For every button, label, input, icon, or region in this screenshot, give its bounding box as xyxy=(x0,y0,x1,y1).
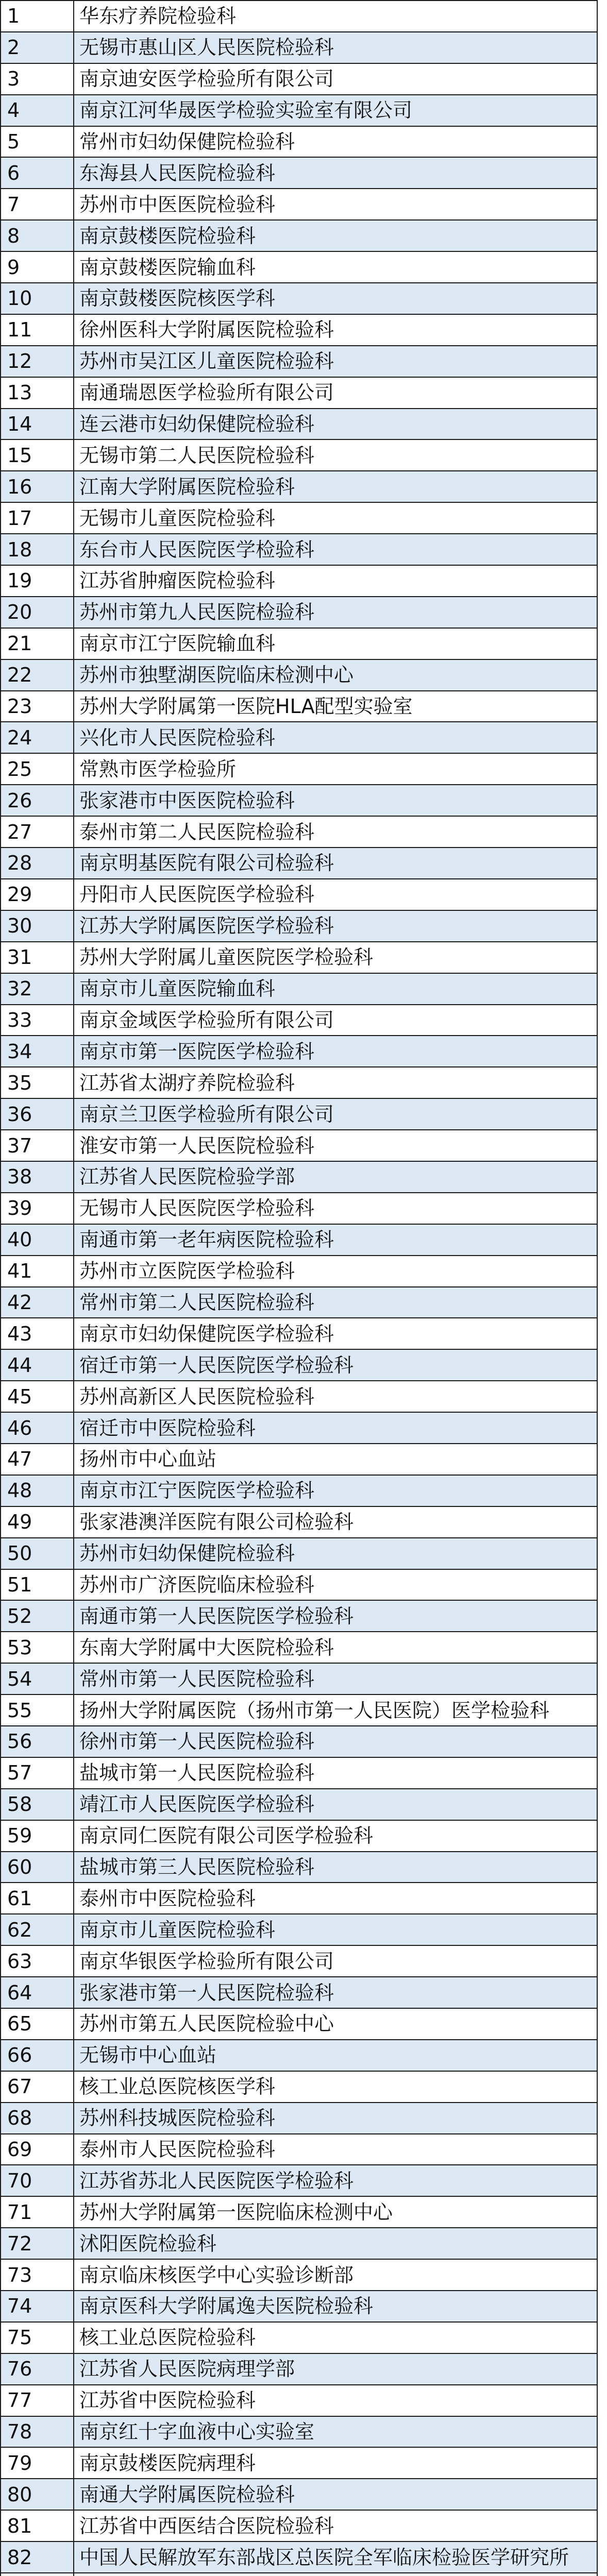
row-number: 26 xyxy=(1,785,74,816)
row-number: 7 xyxy=(1,189,74,220)
institution-name: 张家港澳洋医院有限公司检验科 xyxy=(74,1506,597,1538)
table-row xyxy=(1,2416,597,2448)
row-number: 34 xyxy=(1,1036,74,1067)
institution-name: 泰州市第二人民医院检验科 xyxy=(74,816,597,848)
table-row xyxy=(1,502,597,534)
table-row xyxy=(1,439,597,471)
institution-name: 苏州市独墅湖医院临床检测中心 xyxy=(74,659,597,691)
table-row xyxy=(1,2385,597,2416)
institution-name: 常州市第二人民医院检验科 xyxy=(74,1287,597,1318)
table-row xyxy=(1,2008,597,2040)
row-number: 21 xyxy=(1,628,74,659)
table-row xyxy=(1,2573,597,2576)
row-number: 56 xyxy=(1,1726,74,1757)
table-row xyxy=(1,1663,597,1694)
institution-name: 南京同仁医院有限公司医学检验科 xyxy=(74,1820,597,1852)
row-number: 17 xyxy=(1,502,74,534)
institution-name: 南京鼓楼医院核医学科 xyxy=(74,283,597,314)
table-row xyxy=(1,1224,597,1256)
institution-name: 兴化市人民医院检验科 xyxy=(74,722,597,753)
row-number: 2 xyxy=(1,32,74,63)
row-number: 77 xyxy=(1,2385,74,2416)
row-number: 27 xyxy=(1,816,74,848)
institution-name: 江苏省太湖疗养院检验科 xyxy=(74,1067,597,1098)
row-number: 46 xyxy=(1,1412,74,1444)
institution-name: 苏州市广济医院临床检验科 xyxy=(74,1569,597,1601)
row-number: 29 xyxy=(1,879,74,910)
table-row xyxy=(1,2259,597,2291)
institution-name: 南通瑞恩医学检验所有限公司 xyxy=(74,377,597,409)
table-row xyxy=(1,1349,597,1381)
institution-name: 南京鼓楼医院病理科 xyxy=(74,2447,597,2479)
institution-name: 丹阳市人民医院医学检验科 xyxy=(74,879,597,910)
row-number: 8 xyxy=(1,220,74,251)
table-row xyxy=(1,2291,597,2322)
row-number: 41 xyxy=(1,1256,74,1287)
row-number: 6 xyxy=(1,157,74,189)
institution-name: 南京市江宁医院输血科 xyxy=(74,628,597,659)
table-row xyxy=(1,659,597,691)
row-number: 19 xyxy=(1,565,74,597)
institution-name: 盐城市第三人民医院检验科 xyxy=(74,1852,597,1883)
table-row xyxy=(1,691,597,722)
institution-name: 苏州大学附属儿童医院医学检验科 xyxy=(74,942,597,973)
row-number: 73 xyxy=(1,2259,74,2291)
row-number: 78 xyxy=(1,2416,74,2448)
table-row xyxy=(1,1,597,32)
table-row xyxy=(1,377,597,409)
institution-name: 江苏大学附属医院医学检验科 xyxy=(74,910,597,942)
row-number: 40 xyxy=(1,1224,74,1256)
table-row xyxy=(1,95,597,126)
row-number: 24 xyxy=(1,722,74,753)
institution-name: 徐州市第一人民医院检验科 xyxy=(74,1726,597,1757)
institution-name: 南京华银医学检验所有限公司 xyxy=(74,1945,597,1977)
row-number: 14 xyxy=(1,409,74,440)
row-number: 76 xyxy=(1,2353,74,2385)
institution-name: 东台市人民医院医学检验科 xyxy=(74,534,597,565)
table-row xyxy=(1,785,597,816)
row-number: 30 xyxy=(1,910,74,942)
institution-name: 南京迪安医学检验所有限公司 xyxy=(74,63,597,95)
table-row xyxy=(1,1444,597,1475)
row-number: 36 xyxy=(1,1098,74,1130)
table-row xyxy=(1,1130,597,1161)
institution-name: 中国人民解放军东部战区总医院全军临床检验医学研究所 xyxy=(74,2541,597,2573)
institution-name: 南京兰卫医学检验所有限公司 xyxy=(74,1098,597,1130)
row-number: 70 xyxy=(1,2165,74,2196)
row-number: 23 xyxy=(1,691,74,722)
institution-name: 沭阳医院检验科 xyxy=(74,2228,597,2259)
institution-name: 江苏省肿瘤医院检验科 xyxy=(74,565,597,597)
row-number: 57 xyxy=(1,1757,74,1789)
table-row xyxy=(1,471,597,502)
table-row xyxy=(1,1193,597,1224)
institution-name: 南京市儿童医院输血科 xyxy=(74,973,597,1005)
table-row xyxy=(1,1318,597,1349)
row-number: 69 xyxy=(1,2134,74,2165)
table-row xyxy=(1,1475,597,1506)
table-row xyxy=(1,1161,597,1193)
table-row xyxy=(1,2165,597,2196)
institution-name: 宿迁市中医院检验科 xyxy=(74,1412,597,1444)
table-row xyxy=(1,2541,597,2573)
institution-name: 南通市第一老年病医院检验科 xyxy=(74,1224,597,1256)
row-number: 28 xyxy=(1,848,74,879)
institution-name: 苏州科技城医院检验科 xyxy=(74,2103,597,2134)
institution-name: 连云港市妇幼保健院检验科 xyxy=(74,409,597,440)
table-row xyxy=(1,753,597,785)
table-row xyxy=(1,1726,597,1757)
row-number: 37 xyxy=(1,1130,74,1161)
row-number: 42 xyxy=(1,1287,74,1318)
institution-name: 苏州市立医院医学检验科 xyxy=(74,1256,597,1287)
row-number: 49 xyxy=(1,1506,74,1538)
table-row xyxy=(1,2103,597,2134)
institution-name: 徐州医科大学附属医院检验科 xyxy=(74,314,597,346)
table-row xyxy=(1,1098,597,1130)
institution-name: 南京金域医学检验所有限公司 xyxy=(74,1005,597,1036)
table-row xyxy=(1,1694,597,1726)
institution-name: 苏州市妇幼保健院检验科 xyxy=(74,1538,597,1569)
row-number: 59 xyxy=(1,1820,74,1852)
table-row xyxy=(1,63,597,95)
institution-name: 泰州市人民医院检验科 xyxy=(74,2134,597,2165)
row-number: 45 xyxy=(1,1381,74,1412)
row-number: 22 xyxy=(1,659,74,691)
row-number: 72 xyxy=(1,2228,74,2259)
table-row xyxy=(1,910,597,942)
table-row xyxy=(1,1820,597,1852)
row-number: 52 xyxy=(1,1600,74,1632)
row-number xyxy=(1,2573,74,2576)
row-number: 33 xyxy=(1,1005,74,1036)
table-row xyxy=(1,1067,597,1098)
institution-name: 南京明基医院有限公司检验科 xyxy=(74,848,597,879)
table-row xyxy=(1,2479,597,2510)
row-number: 51 xyxy=(1,1569,74,1601)
table-row xyxy=(1,1789,597,1820)
institution-name: 苏州高新区人民医院检验科 xyxy=(74,1381,597,1412)
institution-name xyxy=(74,2573,597,2576)
row-number: 48 xyxy=(1,1475,74,1506)
row-number: 16 xyxy=(1,471,74,502)
table-row xyxy=(1,1256,597,1287)
institution-name: 常州市第一人民医院检验科 xyxy=(74,1663,597,1694)
table-row xyxy=(1,942,597,973)
table-row xyxy=(1,1977,597,2008)
institution-name: 华东疗养院检验科 xyxy=(74,1,597,32)
table-row xyxy=(1,1381,597,1412)
table-row xyxy=(1,722,597,753)
table-row xyxy=(1,973,597,1005)
table-row xyxy=(1,1412,597,1444)
institution-name: 无锡市惠山区人民医院检验科 xyxy=(74,32,597,63)
row-number: 1 xyxy=(1,1,74,32)
row-number: 32 xyxy=(1,973,74,1005)
table-row xyxy=(1,157,597,189)
row-number: 75 xyxy=(1,2322,74,2353)
table-row xyxy=(1,220,597,251)
institution-name: 南京红十字血液中心实验室 xyxy=(74,2416,597,2448)
row-number: 64 xyxy=(1,1977,74,2008)
institution-name: 江苏省中医院检验科 xyxy=(74,2385,597,2416)
institution-name: 无锡市第二人民医院检验科 xyxy=(74,439,597,471)
row-number: 25 xyxy=(1,753,74,785)
institution-name: 江苏省中西医结合医院检验科 xyxy=(74,2510,597,2541)
institution-name: 南京鼓楼医院输血科 xyxy=(74,251,597,283)
row-number: 35 xyxy=(1,1067,74,1098)
table-row xyxy=(1,32,597,63)
institution-name: 南京市第一医院医学检验科 xyxy=(74,1036,597,1067)
table-row xyxy=(1,848,597,879)
institution-name: 靖江市人民医院医学检验科 xyxy=(74,1789,597,1820)
table-row xyxy=(1,1632,597,1663)
institution-name: 江苏省苏北人民医院医学检验科 xyxy=(74,2165,597,2196)
table-body xyxy=(1,1,597,2576)
institution-name: 苏州市吴江区儿童医院检验科 xyxy=(74,346,597,377)
table-row xyxy=(1,189,597,220)
institution-name: 东南大学附属中大医院检验科 xyxy=(74,1632,597,1663)
table-row xyxy=(1,1852,597,1883)
institution-name: 东海县人民医院检验科 xyxy=(74,157,597,189)
institution-name: 江苏省人民医院检验学部 xyxy=(74,1161,597,1193)
row-number: 43 xyxy=(1,1318,74,1349)
table-row xyxy=(1,283,597,314)
institution-name: 南京医科大学附属逸夫医院检验科 xyxy=(74,2291,597,2322)
institution-name: 张家港市第一人民医院检验科 xyxy=(74,1977,597,2008)
row-number: 39 xyxy=(1,1193,74,1224)
row-number: 58 xyxy=(1,1789,74,1820)
row-number: 61 xyxy=(1,1883,74,1914)
row-number: 79 xyxy=(1,2447,74,2479)
row-number: 60 xyxy=(1,1852,74,1883)
table-row xyxy=(1,251,597,283)
table-row xyxy=(1,2228,597,2259)
institution-name: 无锡市人民医院医学检验科 xyxy=(74,1193,597,1224)
institution-name: 南通大学附属医院检验科 xyxy=(74,2479,597,2510)
institution-name: 苏州大学附属第一医院临床检测中心 xyxy=(74,2196,597,2228)
institution-name: 江苏省人民医院病理学部 xyxy=(74,2353,597,2385)
row-number: 80 xyxy=(1,2479,74,2510)
institution-name: 扬州大学附属医院（扬州市第一人民医院）医学检验科 xyxy=(74,1694,597,1726)
institution-name: 苏州市第五人民医院检验中心 xyxy=(74,2008,597,2040)
row-number: 12 xyxy=(1,346,74,377)
institution-name: 淮安市第一人民医院检验科 xyxy=(74,1130,597,1161)
row-number: 3 xyxy=(1,63,74,95)
institution-name: 泰州市中医院检验科 xyxy=(74,1883,597,1914)
institution-name: 南京临床核医学中心实验诊断部 xyxy=(74,2259,597,2291)
row-number: 53 xyxy=(1,1632,74,1663)
table-row xyxy=(1,314,597,346)
row-number: 82 xyxy=(1,2541,74,2573)
row-number: 15 xyxy=(1,439,74,471)
row-number: 50 xyxy=(1,1538,74,1569)
institution-name: 无锡市儿童医院检验科 xyxy=(74,502,597,534)
row-number: 38 xyxy=(1,1161,74,1193)
table-row xyxy=(1,2322,597,2353)
institution-name: 宿迁市第一人民医院医学检验科 xyxy=(74,1349,597,1381)
table-row xyxy=(1,1538,597,1569)
table-row xyxy=(1,409,597,440)
row-number: 9 xyxy=(1,251,74,283)
table-row xyxy=(1,346,597,377)
table-row xyxy=(1,816,597,848)
row-number: 5 xyxy=(1,126,74,158)
table-row xyxy=(1,2071,597,2103)
table-row xyxy=(1,2510,597,2541)
table-row xyxy=(1,1569,597,1601)
institution-name: 张家港市中医医院检验科 xyxy=(74,785,597,816)
row-number: 68 xyxy=(1,2103,74,2134)
row-number: 11 xyxy=(1,314,74,346)
table-row xyxy=(1,1287,597,1318)
institution-name: 江南大学附属医院检验科 xyxy=(74,471,597,502)
table-row xyxy=(1,2040,597,2071)
table-row xyxy=(1,534,597,565)
institution-name: 南京市江宁医院医学检验科 xyxy=(74,1475,597,1506)
table-row xyxy=(1,1005,597,1036)
table-row xyxy=(1,2447,597,2479)
institution-name: 南通市第一人民医院医学检验科 xyxy=(74,1600,597,1632)
institution-name: 常州市妇幼保健院检验科 xyxy=(74,126,597,158)
row-number: 20 xyxy=(1,597,74,628)
row-number: 63 xyxy=(1,1945,74,1977)
institution-name: 南京鼓楼医院检验科 xyxy=(74,220,597,251)
row-number: 65 xyxy=(1,2008,74,2040)
institution-name: 核工业总医院核医学科 xyxy=(74,2071,597,2103)
institution-name: 苏州市第九人民医院检验科 xyxy=(74,597,597,628)
table-row xyxy=(1,1883,597,1914)
table-row xyxy=(1,628,597,659)
row-number: 10 xyxy=(1,283,74,314)
row-number: 44 xyxy=(1,1349,74,1381)
institution-name: 无锡市中心血站 xyxy=(74,2040,597,2071)
table-row xyxy=(1,1914,597,1945)
table-row xyxy=(1,126,597,158)
row-number: 13 xyxy=(1,377,74,409)
table-row xyxy=(1,565,597,597)
row-number: 31 xyxy=(1,942,74,973)
institution-name: 南京市儿童医院检验科 xyxy=(74,1914,597,1945)
row-number: 18 xyxy=(1,534,74,565)
institution-name: 南京江河华晟医学检验实验室有限公司 xyxy=(74,95,597,126)
table-row xyxy=(1,1036,597,1067)
row-number: 55 xyxy=(1,1694,74,1726)
institution-name: 南京市妇幼保健院医学检验科 xyxy=(74,1318,597,1349)
institution-name: 核工业总医院检验科 xyxy=(74,2322,597,2353)
row-number: 4 xyxy=(1,95,74,126)
row-number: 66 xyxy=(1,2040,74,2071)
row-number: 54 xyxy=(1,1663,74,1694)
row-number: 62 xyxy=(1,1914,74,1945)
row-number: 67 xyxy=(1,2071,74,2103)
row-number: 81 xyxy=(1,2510,74,2541)
institution-name: 苏州大学附属第一医院HLA配型实验室 xyxy=(74,691,597,722)
row-number: 74 xyxy=(1,2291,74,2322)
table-row xyxy=(1,2353,597,2385)
table-row xyxy=(1,1506,597,1538)
table-row xyxy=(1,1945,597,1977)
row-number: 47 xyxy=(1,1444,74,1475)
table-row xyxy=(1,2134,597,2165)
table-row xyxy=(1,1757,597,1789)
table-row xyxy=(1,879,597,910)
institution-name: 扬州市中心血站 xyxy=(74,1444,597,1475)
table-row xyxy=(1,1600,597,1632)
row-number: 71 xyxy=(1,2196,74,2228)
table-row xyxy=(1,2196,597,2228)
table-row xyxy=(1,597,597,628)
institution-name: 盐城市第一人民医院检验科 xyxy=(74,1757,597,1789)
institution-name: 苏州市中医医院检验科 xyxy=(74,189,597,220)
institution-name: 常熟市医学检验所 xyxy=(74,753,597,785)
